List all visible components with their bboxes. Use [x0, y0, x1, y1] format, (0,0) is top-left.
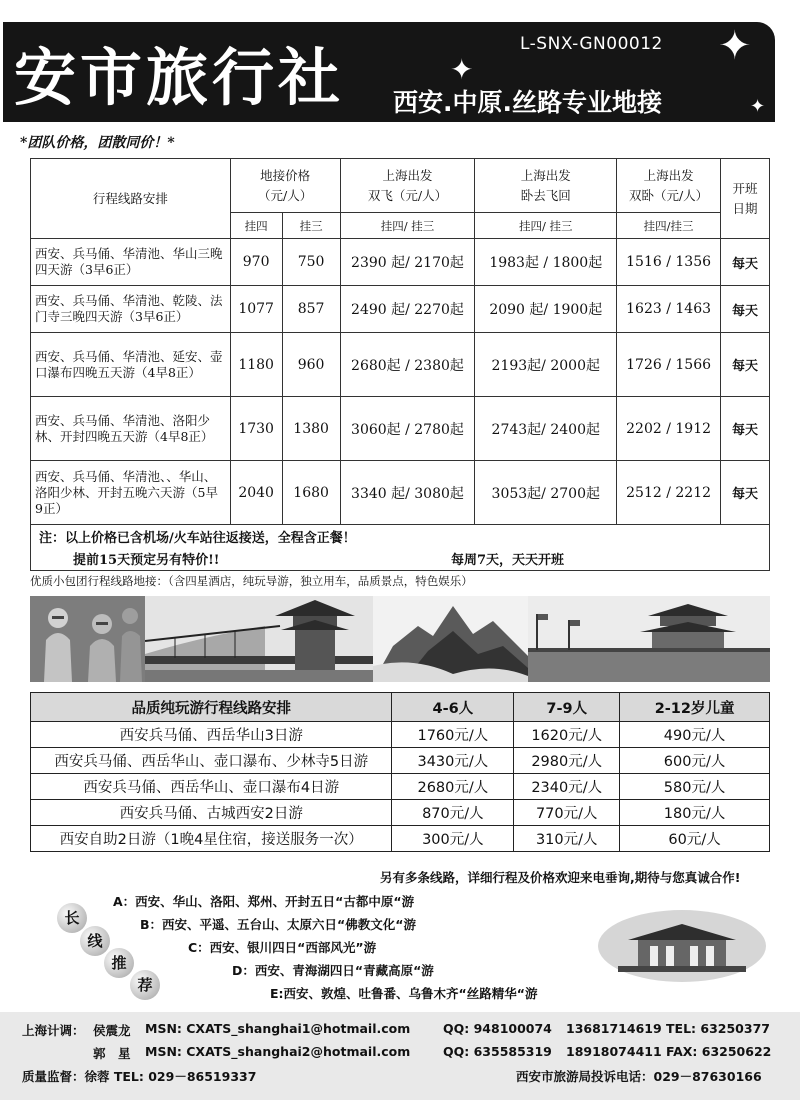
table-row — [31, 333, 770, 397]
price-note-box — [30, 520, 770, 571]
route-price-table — [30, 158, 770, 525]
table-row — [31, 800, 770, 826]
price-cell: 1077 — [230, 286, 282, 333]
sub-header: 挂四/挂三 — [617, 213, 721, 239]
long-route-item: B：西安、平遥、五台山、太原六日“佛教文化“游 — [140, 917, 416, 932]
price-cell: 2680起 / 2380起 — [340, 333, 475, 397]
ancient-gate-photo — [598, 910, 766, 982]
quality-supervision: 质量监督：徐蓉 TEL: 029－86519337 — [22, 1069, 257, 1084]
table-row — [31, 397, 770, 461]
table-row — [31, 774, 770, 800]
contact-name: 郭 星 — [93, 1046, 131, 1061]
package-header: 2-12岁儿童 — [620, 693, 770, 722]
table-row — [31, 826, 770, 852]
brand-title: 安市旅行社 — [14, 41, 345, 114]
contact-name: 侯震龙 — [93, 1023, 131, 1038]
group-price-notice: *团队价格，团散同价！* — [20, 135, 175, 151]
price-cell: 1726 / 1566 — [617, 333, 721, 397]
price-cell: 970 — [230, 239, 282, 286]
recommend-bubble: 推 — [104, 948, 134, 978]
package-name: 西安兵马俑、西岳华山3日游 — [31, 722, 392, 748]
price-cell: 1730 — [230, 397, 282, 461]
price-cell: 1983起 / 1800起 — [475, 239, 617, 286]
price-cell: 300元/人 — [392, 826, 514, 852]
xian-city-wall-photo — [528, 596, 770, 682]
shanghai-sleeper-header: 上海出发 双卧（元/人） — [617, 159, 721, 213]
package-header: 4-6人 — [392, 693, 514, 722]
price-cell: 180元/人 — [620, 800, 770, 826]
price-cell: 3053起/ 2700起 — [475, 461, 617, 525]
sub-header: 挂四 — [230, 213, 282, 239]
photo-strip — [30, 596, 770, 682]
price-cell: 2090 起/ 1900起 — [475, 286, 617, 333]
contact-tel: TEL: 63250377 — [666, 1021, 770, 1036]
sparkle-icon: ✦ — [450, 53, 474, 86]
route-name: 西安、兵马俑、华清池、延安、壶口瀑布四晚五天游（4早8正） — [31, 333, 231, 397]
recommend-bubble: 荐 — [130, 970, 160, 1000]
product-code: L-SNX-GN00012 — [520, 34, 663, 54]
table-row — [31, 239, 770, 286]
shanghai-sleeper-fly-header: 上海出发 卧去飞回 — [475, 159, 617, 213]
schedule-cell: 每天 — [721, 333, 770, 397]
contact-msn[interactable]: MSN: CXATS_shanghai1@hotmail.com — [145, 1021, 411, 1036]
package-name: 西安兵马俑、古城西安2日游 — [31, 800, 392, 826]
contact-qq: QQ: 635585319 — [443, 1044, 552, 1059]
recommend-bubble: 线 — [80, 926, 110, 956]
price-cell: 2980元/人 — [514, 748, 620, 774]
price-cell: 3060起 / 2780起 — [340, 397, 475, 461]
price-cell: 2490 起/ 2270起 — [340, 286, 475, 333]
price-cell: 2040 — [230, 461, 282, 525]
price-cell: 2193起/ 2000起 — [475, 333, 617, 397]
package-name: 西安兵马俑、西岳华山、壶口瀑布4日游 — [31, 774, 392, 800]
price-cell: 1623 / 1463 — [617, 286, 721, 333]
contact-mobile: 13681714619 — [566, 1021, 662, 1036]
price-cell: 770元/人 — [514, 800, 620, 826]
price-cell: 1516 / 1356 — [617, 239, 721, 286]
table-header-row — [31, 693, 770, 722]
package-header: 7-9人 — [514, 693, 620, 722]
long-route-item: A：西安、华山、洛阳、郑州、开封五日“古都中原“游 — [113, 894, 415, 909]
bridge-pavilion-photo — [145, 596, 373, 682]
route-column-header: 行程线路安排 — [31, 159, 231, 239]
price-cell: 3430元/人 — [392, 748, 514, 774]
schedule-cell: 每天 — [721, 286, 770, 333]
route-name: 西安、兵马俑、华清池、乾陵、法门寺三晚四天游（3早6正） — [31, 286, 231, 333]
contact-msn[interactable]: MSN: CXATS_shanghai2@hotmail.com — [145, 1044, 411, 1059]
sparkle-icon: ✦ — [718, 23, 752, 69]
price-cell: 490元/人 — [620, 722, 770, 748]
price-cell: 3340 起/ 3080起 — [340, 461, 475, 525]
sparkle-icon: ✦ — [750, 96, 766, 117]
price-cell: 2202 / 1912 — [617, 397, 721, 461]
price-cell: 600元/人 — [620, 748, 770, 774]
price-cell: 2680元/人 — [392, 774, 514, 800]
advance-booking-note: 提前15天预定另有特价!! — [73, 553, 220, 568]
contact-mobile: 18918074411 — [566, 1044, 662, 1059]
price-cell: 580元/人 — [620, 774, 770, 800]
price-cell: 960 — [282, 333, 340, 397]
contact-qq: QQ: 948100074 — [443, 1021, 552, 1036]
table-row — [31, 461, 770, 525]
package-price-table — [30, 692, 770, 852]
more-routes-note: 另有多条线路，详细行程及价格欢迎来电垂询,期待与您真诚合作! — [380, 870, 741, 885]
local-price-header: 地接价格 （元/人） — [230, 159, 340, 213]
daily-departure-note: 每周7天，天天开班 — [451, 553, 565, 568]
package-name: 西安自助2日游（1晚4星住宿，接送服务一次） — [31, 826, 392, 852]
terracotta-warriors-photo — [30, 596, 145, 682]
sub-header: 挂四/ 挂三 — [475, 213, 617, 239]
footer-contacts — [0, 1012, 800, 1100]
shanghai-dispatch-label: 上海计调： — [22, 1023, 85, 1038]
recommend-bubble: 长 — [57, 903, 87, 933]
complaint-hotline: 西安市旅游局投诉电话：029－87630166 — [516, 1069, 762, 1084]
table-row — [31, 722, 770, 748]
mount-hua-photo — [373, 596, 528, 682]
package-header: 品质纯玩游行程线路安排 — [31, 693, 392, 722]
schedule-cell: 每天 — [721, 239, 770, 286]
price-cell: 857 — [282, 286, 340, 333]
header — [0, 0, 800, 125]
sub-header: 挂三 — [282, 213, 340, 239]
package-name: 西安兵马俑、西岳华山、壶口瀑布、少林寺5日游 — [31, 748, 392, 774]
route-name: 西安、兵马俑、华清池、、华山、洛阳少林、开封五晚六天游（5早9正） — [31, 461, 231, 525]
price-cell: 2390 起/ 2170起 — [340, 239, 475, 286]
sub-header: 挂四/ 挂三 — [340, 213, 475, 239]
schedule-header: 开班 日期 — [721, 159, 770, 239]
price-cell: 1680 — [282, 461, 340, 525]
price-note: 注：以上价格已含机场/火车站往返接送，全程含正餐！ — [39, 531, 356, 546]
long-route-item: D：西安、青海湖四日“青藏高原“游 — [232, 963, 434, 978]
price-cell: 2743起/ 2400起 — [475, 397, 617, 461]
price-cell: 1620元/人 — [514, 722, 620, 748]
price-cell: 60元/人 — [620, 826, 770, 852]
route-name: 西安、兵马俑、华清池、华山三晚四天游（3早6正） — [31, 239, 231, 286]
price-cell: 2512 / 2212 — [617, 461, 721, 525]
price-cell: 2340元/人 — [514, 774, 620, 800]
long-route-item: C：西安、银川四日“西部风光”游 — [188, 940, 377, 955]
price-cell: 1180 — [230, 333, 282, 397]
price-cell: 870元/人 — [392, 800, 514, 826]
price-cell: 1760元/人 — [392, 722, 514, 748]
small-group-info: 优质小包团行程线路地接：（含四星酒店，纯玩导游，独立用车，品质景点，特色娱乐） — [30, 574, 473, 588]
price-cell: 750 — [282, 239, 340, 286]
shanghai-fly-header: 上海出发 双飞（元/人） — [340, 159, 475, 213]
long-route-item: E:西安、敦煌、吐鲁番、乌鲁木齐“丝路精华“游 — [270, 986, 538, 1001]
route-name: 西安、兵马俑、华清池、洛阳少林、开封四晚五天游（4早8正） — [31, 397, 231, 461]
table-row — [31, 286, 770, 333]
schedule-cell: 每天 — [721, 461, 770, 525]
price-cell: 310元/人 — [514, 826, 620, 852]
price-cell: 1380 — [282, 397, 340, 461]
schedule-cell: 每天 — [721, 397, 770, 461]
contact-fax: FAX: 63250622 — [666, 1044, 772, 1059]
slogan: 西安.中原.丝路专业地接 — [393, 88, 662, 117]
table-row — [31, 748, 770, 774]
